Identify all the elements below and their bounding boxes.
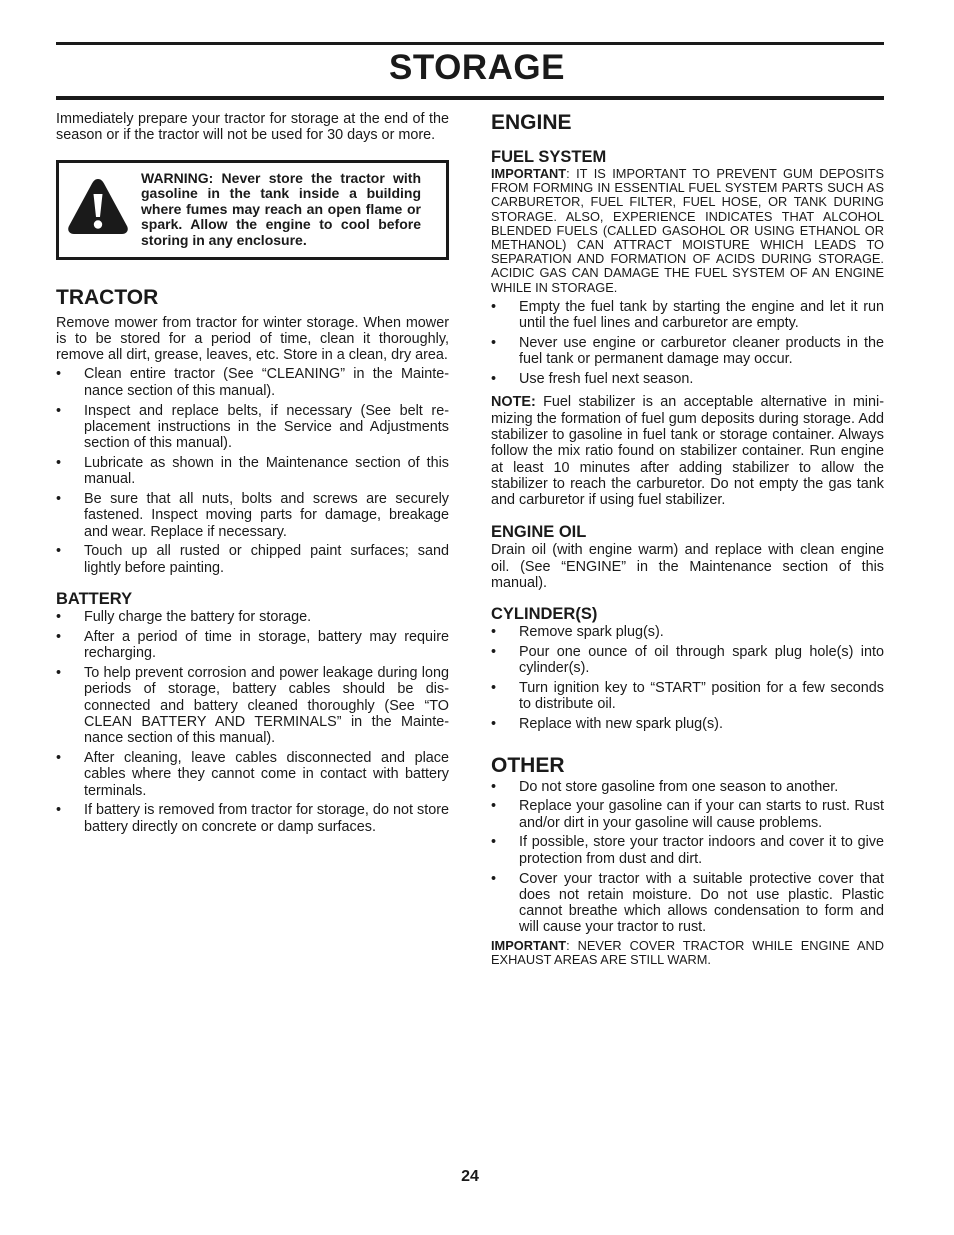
list-item: • Be sure that all nuts, bolts and screws are securely fastened. Inspect moving parts for damage, breakage and wear. Replace if necessary. — [56, 491, 449, 540]
list-item: • Clean entire tractor (See “CLEANING” in the Mainte-nance section of this manual). — [56, 366, 449, 399]
list-item: • Cover your tractor with a suitable protective cover that does not retain moisture. Do not use plastic. Plastic cannot breathe which allows condensation to form and will cause your tractor to rust. — [491, 871, 884, 936]
fuel-stabilizer-note — [491, 394, 884, 508]
other-important — [491, 939, 884, 967]
tractor-heading: TRACTOR — [56, 285, 159, 309]
header-rule-bottom — [56, 96, 884, 100]
warning-triangle-exclamation-icon — [66, 176, 130, 238]
list-item: • Lubricate as shown in the Maintenance section of this manual. — [56, 455, 449, 488]
note-label: NOTE: — [491, 394, 536, 411]
engine-oil-text: Drain oil (with engine warm) and replace with clean engine oil. (See “ENGINE” in the Maintenance section of this manual). — [491, 542, 884, 591]
list-item: • Remove spark plug(s). — [491, 624, 884, 640]
fuel-system-list — [491, 299, 884, 387]
header-rule-top — [56, 42, 884, 45]
list-item: • Inspect and replace belts, if necessary (See belt re-placement instructions in the Service and Adjustments section of this manual). — [56, 403, 449, 452]
list-item: • To help prevent corrosion and power leakage during long periods of storage, battery cables should be dis-connected and battery cleaned thoroughly (See “TO CLEAN BATTERY AND TERMINALS” in the Mainte-nance section of this manual). — [56, 665, 449, 746]
list-item: • Replace with new spark plug(s). — [491, 716, 884, 732]
page-title: STORAGE — [389, 48, 565, 87]
left-column — [56, 111, 449, 838]
intro-paragraph: Immediately prepare your tractor for storage at the end of the season or if the tractor will not be used for 30 days or more. — [56, 111, 449, 144]
engine-heading: ENGINE — [491, 111, 572, 134]
important-text: : NEVER COVER TRACTOR WHILE ENGINE AND EXHAUST AREAS ARE STILL WARM. — [491, 938, 884, 968]
list-item: • Use fresh fuel next season. — [491, 371, 884, 387]
list-item: • After a period of time in storage, battery may require recharging. — [56, 629, 449, 662]
battery-heading: BATTERY — [56, 590, 133, 609]
page-number: 24 — [461, 1168, 479, 1185]
list-item: • Empty the fuel tank by starting the engine and let it run until the fuel lines and carburetor are empty. — [491, 299, 884, 332]
important-label: IMPORTANT — [491, 938, 567, 954]
warning-box — [56, 160, 449, 260]
list-item: • Never use engine or carburetor cleaner products in the fuel tank or permanent damage may occur. — [491, 335, 884, 368]
other-list — [491, 779, 884, 936]
list-item: • If possible, store your tractor indoors and cover it to give protection from dust and dirt. — [491, 834, 884, 867]
list-item: • Pour one ounce of oil through spark plug hole(s) into cylinder(s). — [491, 644, 884, 677]
cylinders-heading: CYLINDER(S) — [491, 605, 598, 624]
tractor-list — [56, 366, 449, 576]
list-item: • Turn ignition key to “START” position for a few seconds to distribute oil. — [491, 680, 884, 713]
fuel-system-heading: FUEL SYSTEM — [491, 148, 607, 166]
list-item: • If battery is removed from tractor for storage, do not store battery directly on concrete or damp surfaces. — [56, 802, 449, 835]
list-item: • Do not store gasoline from one season to another. — [491, 779, 884, 795]
list-item: • After cleaning, leave cables disconnected and place cables where they cannot come in contact with battery terminals. — [56, 750, 449, 799]
list-item: • Replace your gasoline can if your can starts to rust. Rust and/or dirt in your gasoline will cause problems. — [491, 798, 884, 831]
cylinders-list — [491, 624, 884, 732]
tractor-intro: Remove mower from tractor for winter storage. When mower is to be stored for a period of time, clean it thoroughly, remove all dirt, grease, leaves, etc. Store in a clean, dry area. — [56, 314, 449, 364]
warning-text: WARNING: Never store the tractor with gasoline in the tank inside a building where fumes may reach an open flame or spark. Allow the engine to cool before storing in any enclosure. — [141, 169, 421, 248]
important-text: : IT IS IMPORTANT TO PREVENT GUM DEPOSITS FROM FORMING IN ESSENTIAL FUEL SYSTEM PARTS SUCH AS CARBURETOR, FUEL FILTER, FUEL HOSE, OR TANK DURING STORAGE. ALSO, EXPERIENCE INDICATES THAT ALCOHOL BLENDED FUELS (CALLED GASOHOL OR USING ETHANOL OR METHANOL) CAN ATTRACT MOISTURE WHICH LEADS TO SEPARATION AND FORMATION OF ACIDS DURING STORAGE. ACIDIC GAS CAN DAMAGE THE FUEL SYSTEM OF AN ENGINE WHILE IN STORAGE. — [491, 166, 884, 295]
important-label: IMPORTANT — [491, 166, 567, 181]
fuel-system-important — [491, 167, 884, 295]
list-item: • Fully charge the battery for storage. — [56, 609, 449, 625]
list-item: • Touch up all rusted or chipped paint surfaces; sand lightly before painting. — [56, 543, 449, 576]
battery-list — [56, 609, 449, 835]
note-text: Fuel stabilizer is an acceptable alternative in mini-mizing the formation of fuel gum deposits during storage. Add stabilizer to gasoline in fuel tank or storage container. Always follow the mix ratio found on stabilizer container. Run engine at least 10 minutes after adding stabilizer to allow the stabilizer to reach the carburetor. Do not empty the gas tank and carburetor if using fuel stabilizer. — [491, 394, 884, 509]
right-column — [491, 110, 884, 968]
other-heading: OTHER — [491, 753, 565, 777]
engine-oil-heading: ENGINE OIL — [491, 523, 587, 542]
